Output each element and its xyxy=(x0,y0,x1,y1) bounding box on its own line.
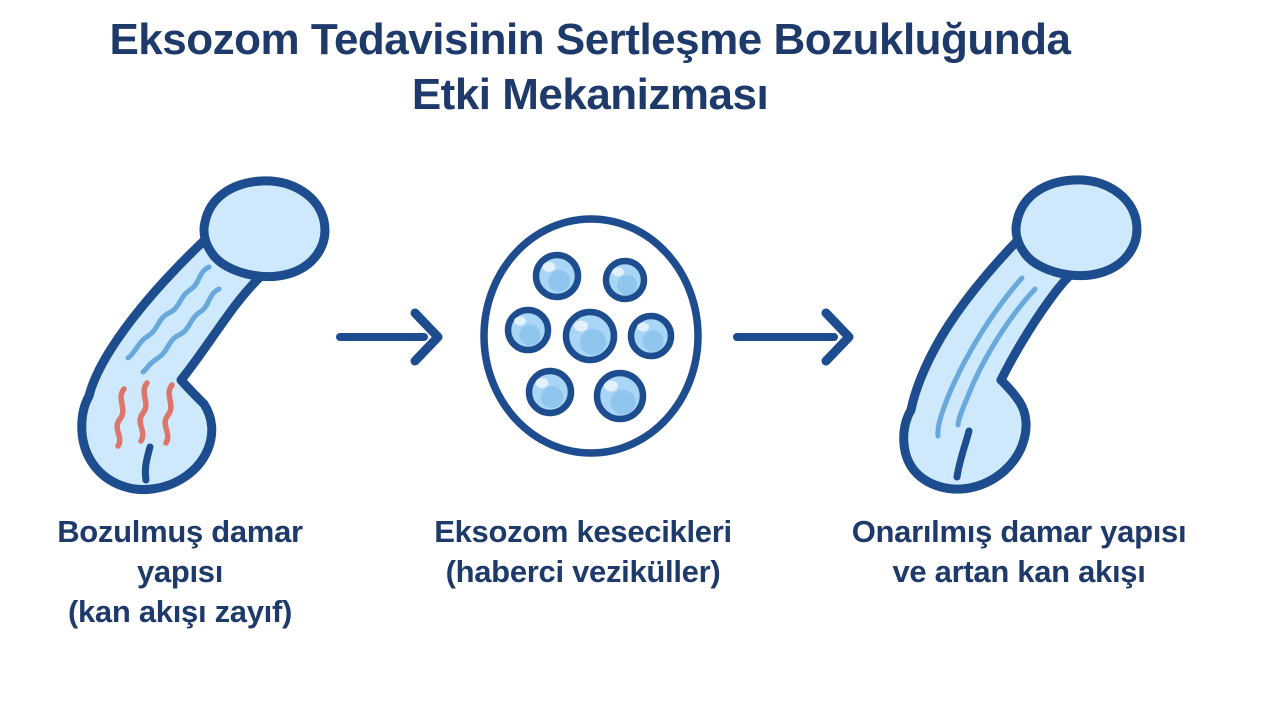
arrow-right-icon xyxy=(340,313,438,361)
step-label-line: (kan akışı zayıf) xyxy=(67,594,293,629)
exosome-vesicle xyxy=(536,255,578,297)
page-title-line-2: Etki Mekanizması xyxy=(411,70,769,119)
exosome-vesicle xyxy=(529,371,571,413)
exosome-vesicle xyxy=(566,312,614,360)
exosome-vesicle xyxy=(597,373,643,419)
step-label-exosomes xyxy=(403,512,763,592)
page-title-line-1: Eksozom Tedavisinin Sertleşme Bozukluğunda xyxy=(109,15,1071,64)
step-label-line: (haberci veziküller) xyxy=(445,554,721,589)
exosome-vesicles-circle-illustration xyxy=(484,219,698,453)
exosome-vesicle xyxy=(631,316,671,356)
glans-shape xyxy=(204,181,325,277)
step-label-line: Bozulmuş damar xyxy=(57,514,303,549)
step-label-line: Onarılmış damar yapısı xyxy=(851,514,1187,549)
arrow-right-icon xyxy=(737,313,849,361)
erect-penis-healthy-vessels-illustration xyxy=(904,180,1137,489)
exosome-vesicle xyxy=(508,310,548,350)
step-label-line: yapısı xyxy=(136,554,224,589)
step-label-repaired xyxy=(839,512,1199,592)
flaccid-penis-damaged-vessels-illustration xyxy=(82,181,325,490)
step-label-line: Eksozom kesecikleri xyxy=(434,514,732,549)
glans-shape xyxy=(1016,180,1137,276)
step-label-line: ve artan kan akışı xyxy=(892,554,1146,589)
exosome-vesicle xyxy=(606,261,644,299)
step-label-damaged xyxy=(0,512,360,632)
